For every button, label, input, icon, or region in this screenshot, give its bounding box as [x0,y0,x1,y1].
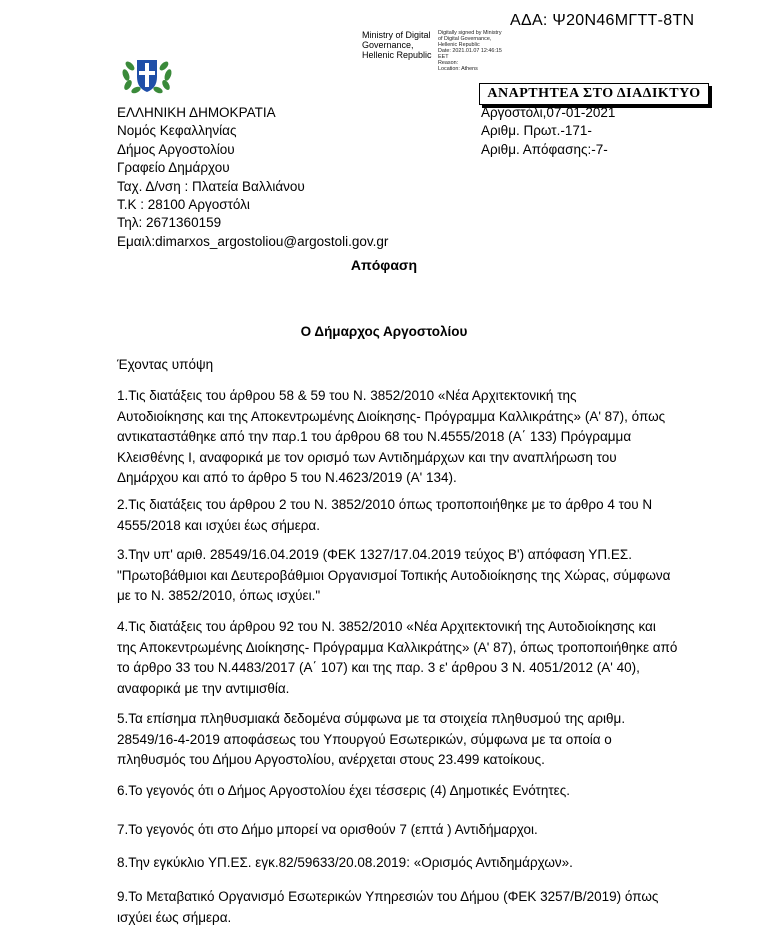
paragraph-line: 7.Το γεγονός ότι στο Δήμο μπορεί να ορισθούν 7 (επτά ) Αντιδήμαρχοι. [117,820,705,841]
issuer-line: Γραφείο Δημάρχου [117,159,388,177]
paragraph-line: με το Ν. 3852/2010, όπως ισχύει." [117,586,705,607]
decision-number-line: Αριθμ. Απόφασης:-7- [481,141,615,159]
ada-code: ΑΔΑ: Ψ20Ν46ΜΓΤΤ-8ΤΝ [510,12,694,30]
paragraph-line: 6.Το γεγονός ότι ο Δήμος Αργοστολίου έχει τέσσερις (4) Δημοτικές Ενότητες. [117,781,705,802]
paragraph-line: 2.Τις διατάξεις του άρθρου 2 του Ν. 3852/2010 όπως τροποποιήθηκε με το άρθρο 4 του Ν [117,495,705,516]
issuer-line: Δήμος Αργοστολίου [117,141,388,159]
protocol-number-line: Αριθμ. Πρωτ.-171- [481,122,615,140]
paragraph-line: Κλεισθένης Ι, αναφορικά με τον ορισμό των Αντιδημάρχων και την αναπλήρωση του [117,448,705,469]
signature-title-line: Governance, [362,40,434,50]
issuer-line: Τηλ: 2671360159 [117,214,388,232]
signature-title-line: Hellenic Republic [362,50,434,60]
signature-title [362,30,434,60]
greek-coat-of-arms-icon [118,55,176,95]
paragraph-line: Αυτοδιοίκησης και της Αποκεντρωμένης Διοίκησης- Πρόγραμμα Καλλικράτης» (Α' 87), όπως [117,407,705,428]
signature-details [438,30,528,72]
reference-block [481,104,615,159]
date-line: Αργοστόλι,07-01-2021 [481,104,615,122]
signature-detail-line: Date: 2021.01.07 12:46:15 [438,48,528,54]
signature-detail-line: Reason: [438,60,528,66]
considering-item [117,495,705,536]
paragraph-line: "Πρωτοβάθμιοι και Δευτεροβάθμιοι Οργανισμοί Τοπικής Αυτοδιοίκησης της Χώρας, σύμφωνα [117,566,705,587]
issuer-line: Ταχ. Δ/νση : Πλατεία Βαλλιάνου [117,178,388,196]
considering-item [117,617,705,699]
issuer-line: Τ.Κ : 28100 Αργοστόλι [117,196,388,214]
paragraph-line: αντικαταστάθηκε από την παρ.1 του άρθρου 68 του Ν.4555/2018 (Α΄ 133) Πρόγραμμα [117,427,705,448]
issuer-block [117,104,388,251]
paragraph-line: πληθυσμός του Δήμου Αργοστολίου, ανέρχεται στους 23.499 κατοίκους. [117,750,705,771]
issuer-line: Εμαιλ:dimarxos_argostoliou@argostoli.gov.gr [117,233,388,251]
publish-online-label: ΑΝΑΡΤΗΤΕΑ ΣΤΟ ΔΙΑΔΙΚΤΥΟ [479,83,709,105]
signature-detail-line: EET [438,54,528,60]
considering-item [117,853,705,874]
considering-item [117,545,705,607]
considering-item [117,386,705,489]
paragraph-line: 4.Τις διατάξεις του άρθρου 92 του Ν. 3852/2010 «Νέα Αρχιτεκτονική της Αυτοδιοίκησης και [117,617,705,638]
considering-item [117,781,705,802]
signature-detail-line: Location: Athens [438,66,528,72]
issuer-line: ΕΛΛΗΝΙΚΗ ΔΗΜΟΚΡΑΤΙΑ [117,104,388,122]
paragraph-line: Δημάρχου και από το άρθρο 5 του Ν.4623/2019 (Α' 134). [117,468,705,489]
signature-detail-line: of Digital Governance, [438,36,528,42]
paragraph-line: το άρθρο 33 του Ν.4483/2017 (Α΄ 107) και της παρ. 3 ε' άρθρου 3 Ν. 4051/2012 (Α' 40), [117,658,705,679]
issuer-title: Ο Δήμαρχος Αργοστολίου [0,324,768,339]
paragraph-line: ισχύει έως σήμερα. [117,908,705,928]
signature-detail-line: Digitally signed by Ministry [438,30,528,36]
paragraph-line: 4555/2018 και ισχύει έως σήμερα. [117,516,705,537]
issuer-line: Νομός Κεφαλληνίας [117,122,388,140]
paragraph-line: 8.Την εγκύκλιο ΥΠ.ΕΣ. εγκ.82/59633/20.08.2019: «Ορισμός Αντιδημάρχων». [117,853,705,874]
considering-item [117,887,705,928]
signature-title-line: Ministry of Digital [362,30,434,40]
paragraph-line: 28549/16-4-2019 αποφάσεως του Υπουργού Εσωτερικών, σύμφωνα με τα οποία ο [117,730,705,751]
paragraph-line: 5.Τα επίσημα πληθυσμιακά δεδομένα σύμφωνα με τα στοιχεία πληθυσμού της αριθμ. [117,709,705,730]
considering-item [117,820,705,841]
signature-detail-line: Hellenic Republic [438,42,528,48]
paragraph-line: 3.Την υπ' αριθ. 28549/16.04.2019 (ΦΕΚ 1327/17.04.2019 τεύχος Β') απόφαση ΥΠ.ΕΣ. [117,545,705,566]
considering-item [117,709,705,771]
paragraph-line: της Αποκεντρωμένης Διοίκησης- Πρόγραμμα Καλλικράτης» (Α' 87), όπως τροποποιήθηκε από [117,638,705,659]
considering-heading: Έχοντας υπόψη [117,357,213,372]
paragraph-line: 9.Το Μεταβατικό Οργανισμό Εσωτερικών Υπηρεσιών του Δήμου (ΦΕΚ 3257/Β/2019) όπως [117,887,705,908]
paragraph-line: 1.Τις διατάξεις του άρθρου 58 & 59 του Ν. 3852/2010 «Νέα Αρχιτεκτονική της [117,386,705,407]
document-title: Απόφαση [0,257,768,273]
paragraph-line: αναφορικά με την αντιμισθία. [117,679,705,700]
